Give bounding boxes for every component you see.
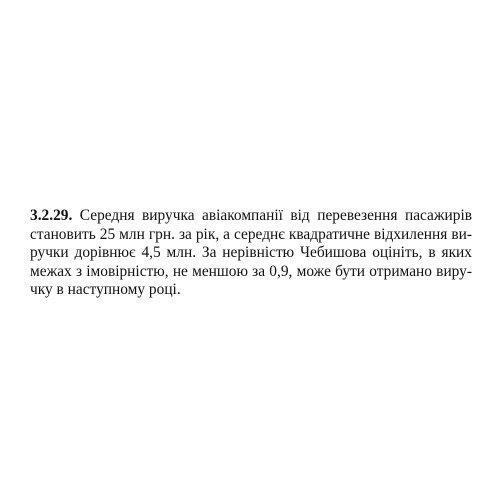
problem-line-4: межах з імовірністю, не меншою за 0,9, може бути отримано виру- — [30, 262, 472, 280]
problem-line-1 — [30, 207, 472, 226]
problem-line-5: чку в наступному році. — [30, 281, 181, 298]
problem-line-2: становить 25 млн грн. за рік, а середнє квадратичне відхилення ви- — [30, 225, 472, 243]
problem-line-1-text: Середня виручка авіакомпанії від перевезення пасажирів — [72, 207, 472, 224]
problem-line-3: ручки дорівнює 4,5 млн. За нерівністю Чебишова оцініть, в яких — [30, 244, 472, 261]
problem-text — [30, 207, 472, 300]
problem-number: 3.2.29. — [30, 207, 73, 224]
